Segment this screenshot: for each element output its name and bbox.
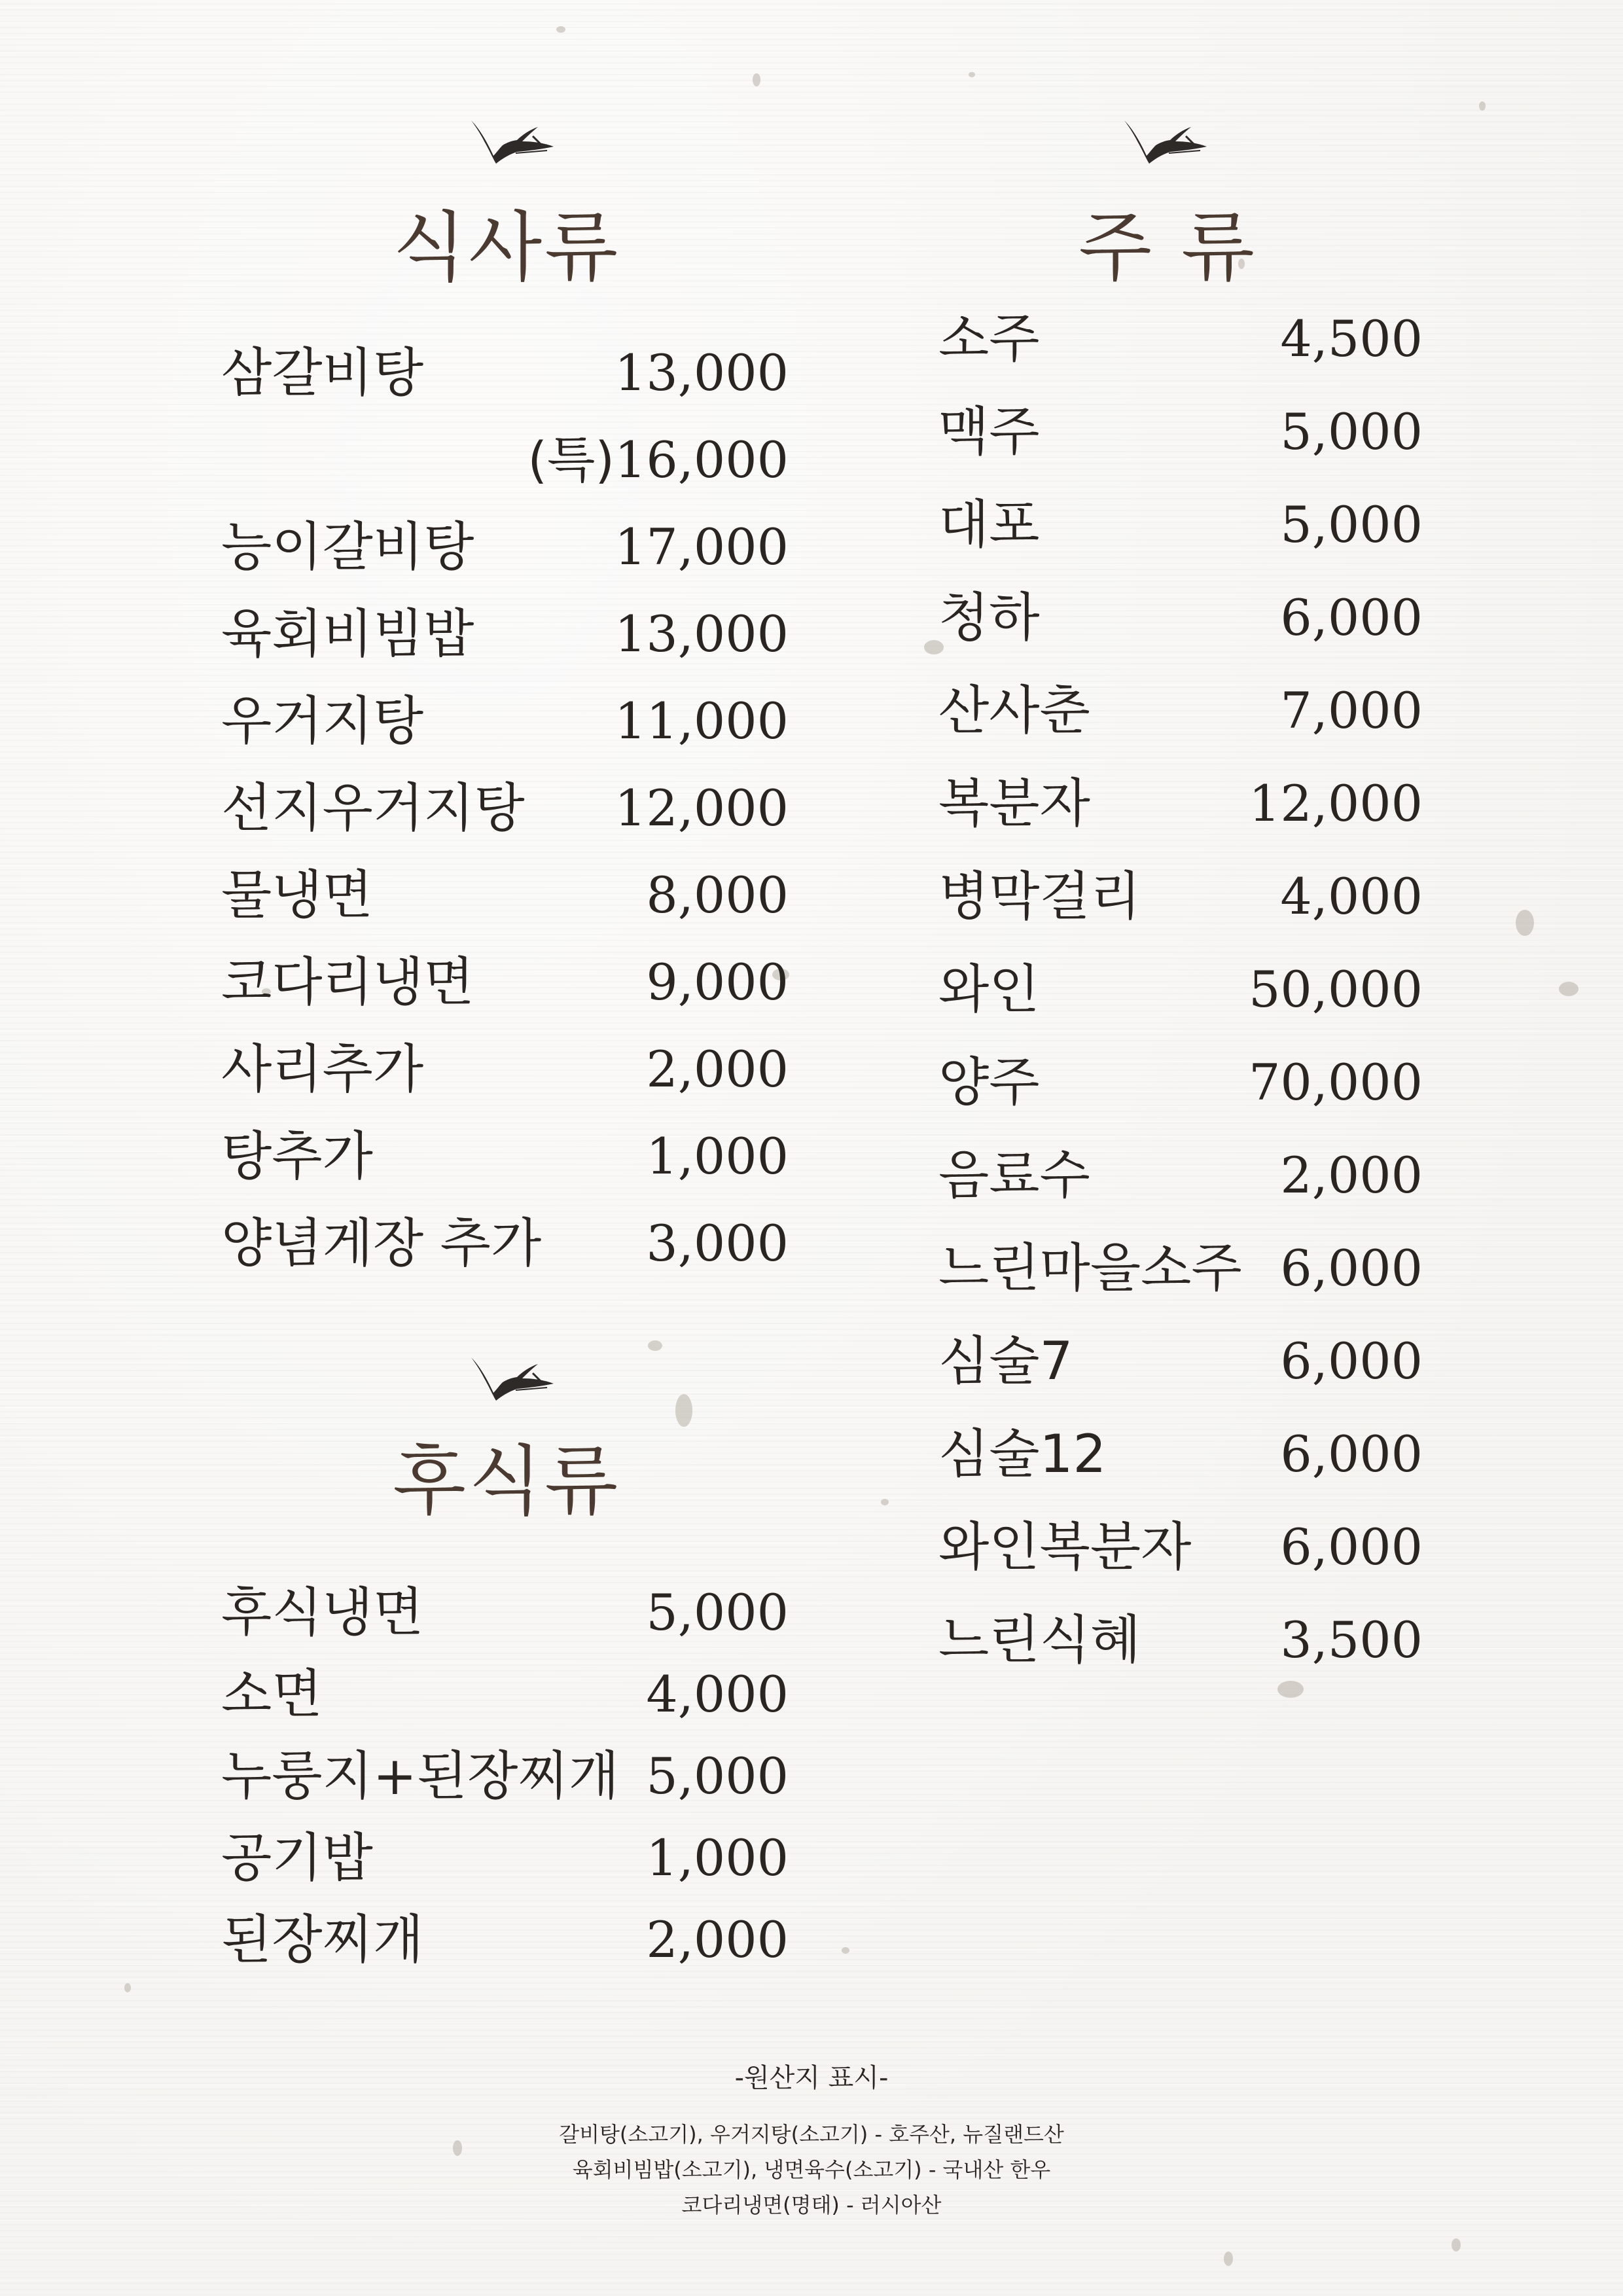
menu-item [221, 601, 789, 667]
item-name: 청하 [938, 587, 1040, 648]
menu-item [221, 950, 789, 1015]
menu-item [221, 1662, 789, 1727]
paper-speck [675, 1394, 692, 1427]
item-price: 5,000 [646, 1583, 789, 1641]
item-price: 50,000 [1249, 960, 1423, 1018]
item-name: 양념게장 추가 [221, 1213, 542, 1274]
origin-line: 육회비빔밥(소고기), 냉면육수(소고기) - 국내산 한우 [572, 2157, 1051, 2182]
menu-item [221, 863, 789, 928]
item-price: 17,000 [615, 518, 789, 576]
crane-icon [470, 1354, 555, 1406]
menu-item [938, 771, 1423, 836]
item-price: 7,000 [1280, 681, 1423, 740]
item-name: 사리추가 [221, 1039, 424, 1100]
meals-list [221, 340, 789, 1274]
menu-item [938, 1143, 1423, 1208]
menu-item [221, 1825, 789, 1891]
item-price: 4,500 [1280, 310, 1423, 368]
item-name: 공기밥 [221, 1827, 373, 1888]
origin-line: 갈비탕(소고기), 우거지탕(소고기) - 호주산, 뉴질랜드산 [559, 2122, 1064, 2147]
paper-speck [1516, 910, 1534, 936]
item-name: 대포 [938, 494, 1040, 555]
menu-item [938, 306, 1423, 372]
item-name: 와인 [938, 959, 1040, 1020]
paper-speck [648, 1340, 662, 1351]
item-name: 맥주 [938, 401, 1040, 462]
item-name: 삼갈비탕 [221, 342, 424, 403]
item-price: 70,000 [1249, 1053, 1423, 1111]
paper-speck [556, 26, 565, 33]
item-price: 3,500 [1280, 1611, 1423, 1669]
origin-title: -원산지 표시- [734, 2063, 889, 2093]
paper-speck [1559, 982, 1578, 996]
menu-item [221, 1037, 789, 1102]
menu-item [938, 1422, 1423, 1487]
menu-item [221, 1124, 789, 1189]
item-name: 양주 [938, 1052, 1040, 1113]
item-name: 능이갈비탕 [221, 516, 474, 577]
menu-item [938, 678, 1423, 744]
item-price: 4,000 [646, 1665, 789, 1723]
item-price: 6,000 [1280, 1518, 1423, 1576]
item-name: 산사춘 [938, 680, 1090, 741]
drinks-list [938, 306, 1423, 1681]
item-price: 12,000 [615, 779, 789, 837]
menu-item [221, 340, 789, 406]
after-meals-title: 후식류 [393, 1437, 621, 1526]
item-price-value: 16,000 [615, 431, 789, 489]
item-price: 1,000 [646, 1829, 789, 1887]
meals-title: 식사류 [393, 204, 621, 292]
paper-speck [842, 1947, 849, 1954]
menu-item [938, 1329, 1423, 1394]
item-name: 우거지탕 [221, 691, 424, 751]
item-name: 소면 [221, 1664, 323, 1725]
item-price: 9,000 [646, 953, 789, 1011]
item-name: 느린마을소주 [938, 1238, 1242, 1299]
menu-item [938, 399, 1423, 465]
paper-speck [881, 1499, 889, 1505]
item-name: 누룽지+된장찌개 [221, 1746, 619, 1806]
menu-item [938, 957, 1423, 1022]
menu-item [938, 585, 1423, 651]
menu-item [938, 492, 1423, 558]
menu-item [221, 776, 789, 841]
after-meals-list [221, 1580, 789, 1973]
menu-item [221, 689, 789, 754]
item-name: 육회비빔밥 [221, 603, 474, 664]
item-name: 느린식혜 [938, 1609, 1141, 1670]
paper-speck [1452, 2238, 1461, 2251]
menu-item [221, 1907, 789, 1973]
item-name: 탕추가 [221, 1126, 373, 1187]
paper-speck [124, 1983, 131, 1992]
item-price: 11,000 [615, 692, 789, 750]
paper-speck [753, 73, 760, 86]
paper-speck [1224, 2251, 1233, 2266]
menu-item [221, 1211, 789, 1276]
origin-line: 코다리냉면(명태) - 러시아산 [681, 2193, 942, 2217]
menu-item [221, 427, 789, 493]
item-price: 12,000 [1249, 774, 1423, 833]
item-name: 병막걸리 [938, 866, 1141, 927]
item-price [527, 427, 789, 493]
menu-item [938, 1515, 1423, 1580]
item-price: 2,000 [1280, 1146, 1423, 1204]
drinks-title: 주 류 [1079, 204, 1257, 292]
item-name: 복분자 [938, 773, 1090, 834]
item-name: 음료수 [938, 1145, 1090, 1206]
item-price: 13,000 [615, 605, 789, 663]
item-price: 5,000 [1280, 495, 1423, 554]
item-price: 6,000 [1280, 588, 1423, 647]
crane-icon [470, 117, 555, 169]
paper-speck [1479, 101, 1486, 111]
item-note: (특) [527, 431, 615, 489]
paper-speck [969, 72, 975, 77]
menu-item [938, 1050, 1423, 1115]
item-name: 후식냉면 [221, 1582, 424, 1643]
item-name: 심술12 [938, 1424, 1107, 1484]
item-price: 6,000 [1280, 1332, 1423, 1390]
item-price: 13,000 [615, 344, 789, 402]
item-price: 4,000 [1280, 867, 1423, 925]
item-price: 8,000 [646, 866, 789, 924]
item-price: 1,000 [646, 1127, 789, 1185]
item-price: 2,000 [646, 1910, 789, 1969]
item-name: 코다리냉면 [221, 952, 474, 1013]
item-name: 선지우거지탕 [221, 778, 525, 838]
menu-item [221, 1580, 789, 1645]
menu-item [938, 1236, 1423, 1301]
menu-item [221, 514, 789, 580]
item-price: 5,000 [646, 1747, 789, 1805]
crane-icon [1123, 117, 1208, 169]
item-price: 5,000 [1280, 403, 1423, 461]
item-name: 소주 [938, 308, 1040, 369]
item-name: 물냉면 [221, 865, 373, 925]
menu-item [938, 1607, 1423, 1673]
menu-item [221, 1744, 789, 1809]
item-name: 와인복분자 [938, 1516, 1192, 1577]
item-name: 심술7 [938, 1331, 1073, 1391]
item-price: 6,000 [1280, 1239, 1423, 1297]
item-price: 6,000 [1280, 1425, 1423, 1483]
item-name: 된장찌개 [221, 1909, 424, 1970]
menu-item [938, 864, 1423, 929]
paper-speck [1277, 1681, 1304, 1698]
item-price: 2,000 [646, 1040, 789, 1098]
item-price: 3,000 [646, 1214, 789, 1272]
